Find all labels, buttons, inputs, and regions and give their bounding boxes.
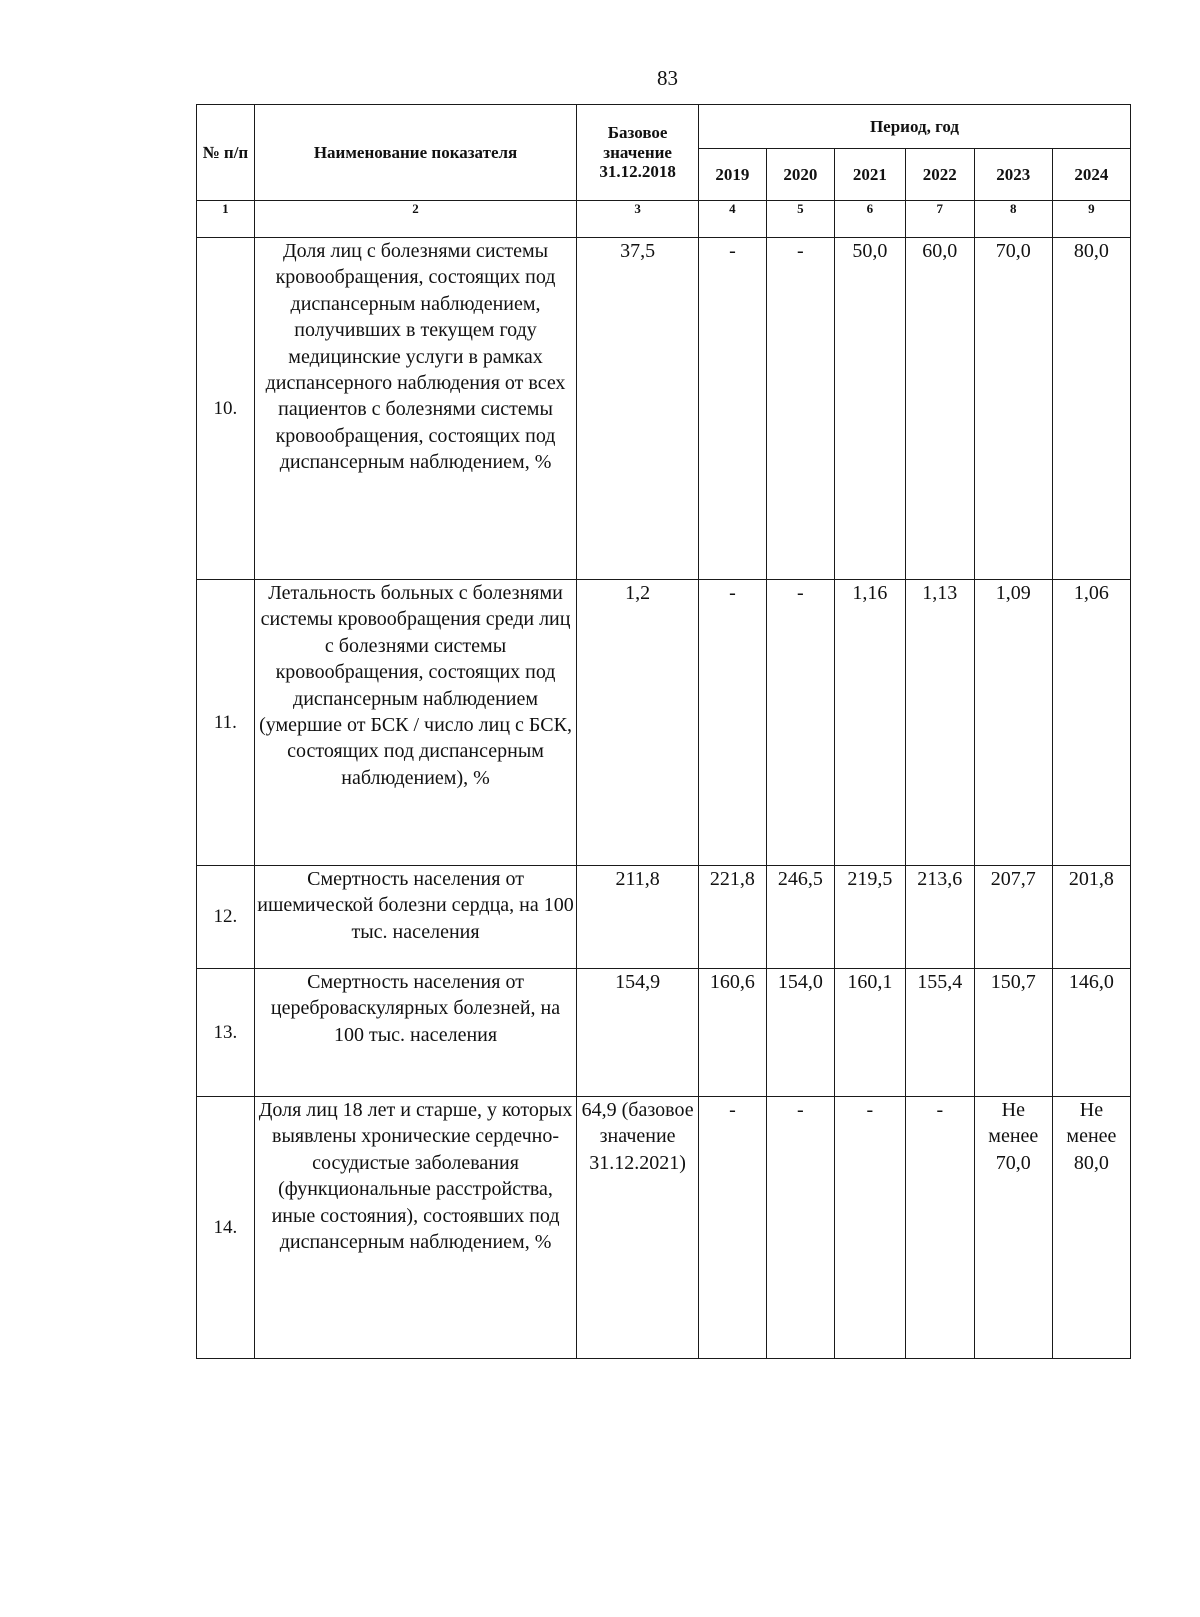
year-value: 213,6	[905, 866, 974, 969]
column-number: 6	[834, 201, 905, 238]
indicators-table	[196, 104, 1131, 1359]
year-value: -	[698, 580, 766, 866]
column-number: 9	[1052, 201, 1130, 238]
row-number: 13.	[197, 969, 255, 1097]
year-value: 154,0	[766, 969, 834, 1097]
indicator-name: Смертность населения от цереброваскулярных болезней, на 100 тыс. населения	[254, 969, 576, 1097]
column-number: 7	[905, 201, 974, 238]
base-value: 154,9	[577, 969, 699, 1097]
year-value: 221,8	[698, 866, 766, 969]
year-value: 1,13	[905, 580, 974, 866]
column-number: 5	[766, 201, 834, 238]
header-year: 2023	[974, 149, 1052, 201]
year-value: 201,8	[1052, 866, 1130, 969]
table-row	[197, 580, 1131, 866]
header-base: Базовое значение 31.12.2018	[577, 105, 699, 201]
year-value: -	[698, 1097, 766, 1359]
base-value: 211,8	[577, 866, 699, 969]
base-value: 64,9 (базовое значение 31.12.2021)	[577, 1097, 699, 1359]
year-value: -	[766, 580, 834, 866]
column-number: 1	[197, 201, 255, 238]
indicator-name: Доля лиц 18 лет и старше, у которых выявлены хронические сердечно-сосудистые заболевания (функциональные расстройства, иные состояния), состоявших под диспансерным наблюдением, %	[254, 1097, 576, 1359]
base-value: 1,2	[577, 580, 699, 866]
header-name: Наименование показателя	[254, 105, 576, 201]
year-value: -	[766, 238, 834, 580]
column-number: 4	[698, 201, 766, 238]
row-number: 14.	[197, 1097, 255, 1359]
year-value: 50,0	[834, 238, 905, 580]
year-value: 60,0	[905, 238, 974, 580]
table-row	[197, 866, 1131, 969]
year-value: 146,0	[1052, 969, 1130, 1097]
header-year: 2024	[1052, 149, 1130, 201]
year-value: -	[698, 238, 766, 580]
year-value: 1,09	[974, 580, 1052, 866]
row-number: 11.	[197, 580, 255, 866]
header-year: 2021	[834, 149, 905, 201]
year-value: -	[766, 1097, 834, 1359]
header-year: 2019	[698, 149, 766, 201]
year-value: 150,7	[974, 969, 1052, 1097]
header-num: № п/п	[197, 105, 255, 201]
year-value: 160,1	[834, 969, 905, 1097]
header-row-1	[197, 105, 1131, 149]
column-number-row	[197, 201, 1131, 238]
indicators-table-wrapper	[196, 104, 1131, 1359]
year-value: 219,5	[834, 866, 905, 969]
row-number: 10.	[197, 238, 255, 580]
row-number: 12.	[197, 866, 255, 969]
indicator-name: Смертность населения от ишемической болезни сердца, на 100 тыс. населения	[254, 866, 576, 969]
table-row	[197, 238, 1131, 580]
year-value: 207,7	[974, 866, 1052, 969]
year-value: Не менее 80,0	[1052, 1097, 1130, 1359]
table-row	[197, 1097, 1131, 1359]
header-year: 2022	[905, 149, 974, 201]
year-value: 1,06	[1052, 580, 1130, 866]
header-period: Период, год	[698, 105, 1130, 149]
table-row	[197, 969, 1131, 1097]
year-value: 70,0	[974, 238, 1052, 580]
year-value: 1,16	[834, 580, 905, 866]
year-value: 155,4	[905, 969, 974, 1097]
year-value: Не менее 70,0	[974, 1097, 1052, 1359]
year-value: 246,5	[766, 866, 834, 969]
base-value: 37,5	[577, 238, 699, 580]
column-number: 8	[974, 201, 1052, 238]
indicator-name: Доля лиц с болезнями системы кровообращения, состоящих под диспансерным наблюдением, получивших в текущем году медицинские услуги в рамках диспансерного наблюдения от всех пациентов с болезнями системы кровообращения, состоящих под диспансерным наблюдением, %	[254, 238, 576, 580]
header-year: 2020	[766, 149, 834, 201]
indicator-name: Летальность больных с болезнями системы кровообращения среди лиц с болезнями системы кровообращения, состоящих под диспансерным наблюдением (умершие от БСК / число лиц с БСК, состоящих под диспансерным наблюдением), %	[254, 580, 576, 866]
column-number: 3	[577, 201, 699, 238]
year-value: -	[834, 1097, 905, 1359]
year-value: 160,6	[698, 969, 766, 1097]
page-number: 83	[657, 66, 678, 90]
year-value: -	[905, 1097, 974, 1359]
column-number: 2	[254, 201, 576, 238]
year-value: 80,0	[1052, 238, 1130, 580]
